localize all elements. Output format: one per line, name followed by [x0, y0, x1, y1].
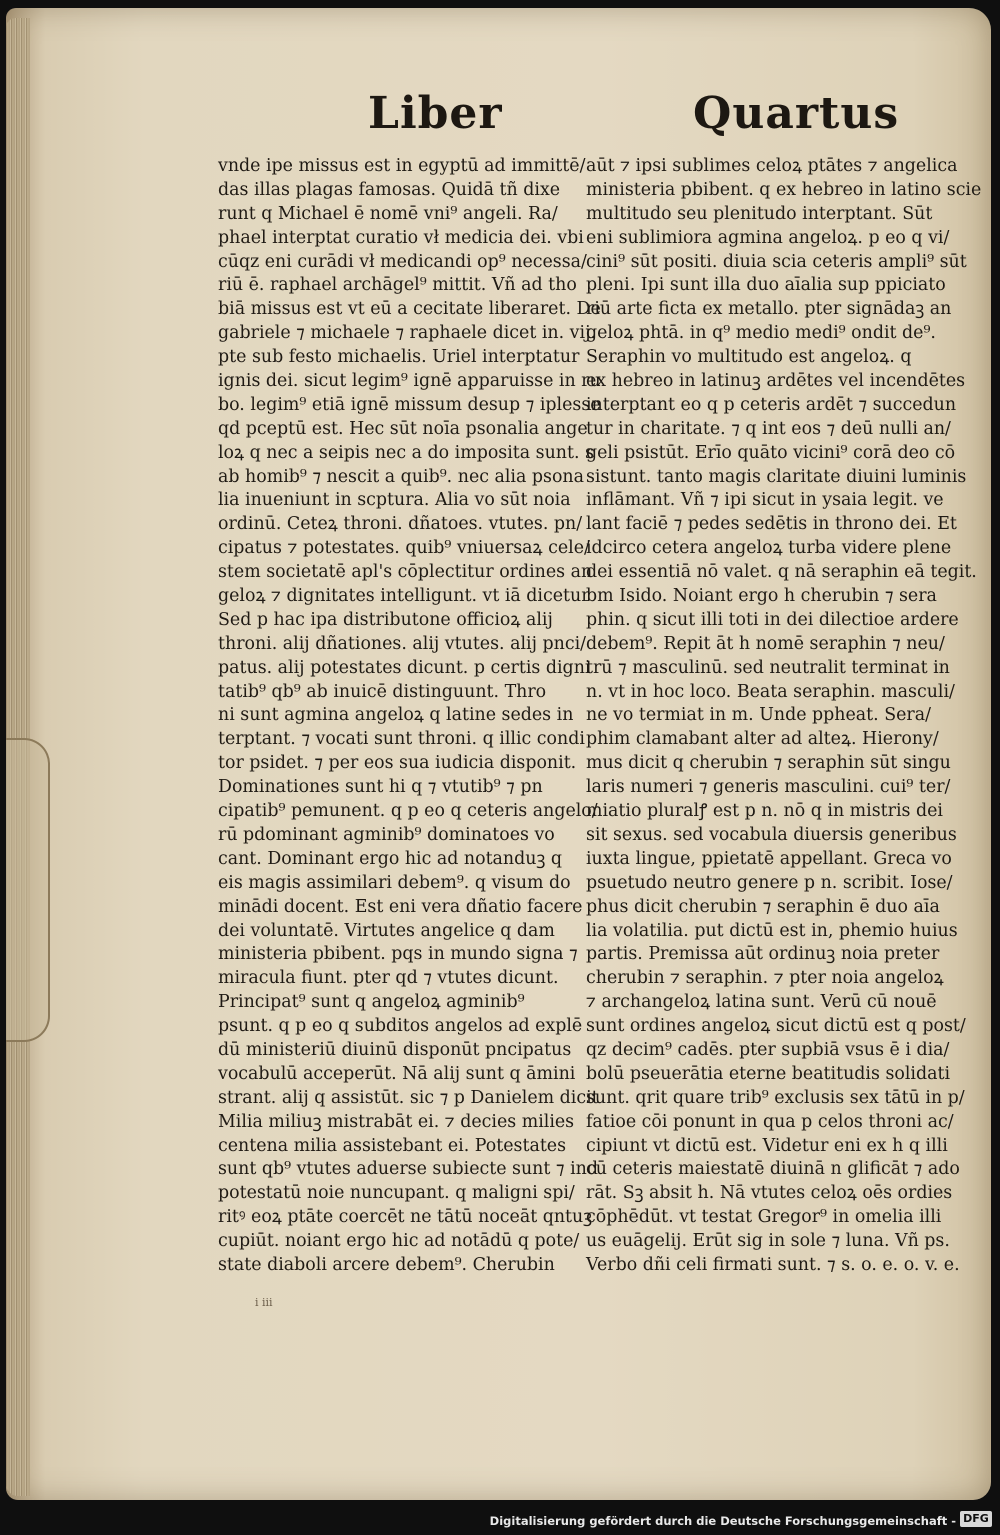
- footer-credit: Digitalisierung gefördert durch die Deutsche Forschungsgemeinschaft -: [489, 1514, 956, 1528]
- text-line: sunt ordines angeloꝝ sicut dictū est q post/: [586, 1016, 966, 1037]
- text-line: trū ⁊ masculinū. sed neutralit terminat in: [586, 657, 950, 678]
- text-line: stem societatē apl's cōplectitur ordines an: [218, 562, 593, 583]
- text-line: lia inueniunt in scptura. Alia vo sūt noia: [218, 490, 571, 511]
- text-line: miracula fiunt. pter qd ⁊ vtutes dicunt.: [218, 968, 559, 989]
- text-line: cū ceteris maiestatē diuinā n glificāt ⁊ ado: [586, 1159, 960, 1180]
- text-line: tor psidet. ⁊ per eos sua iudicia disponit.: [218, 753, 577, 774]
- bookmark-tab: [6, 738, 50, 1042]
- text-line: pleni. Ipi sunt illa duo aīalia sup ppiciato: [586, 275, 946, 296]
- text-line: ministeria pbibent. q ex hebreo in latino scie: [586, 179, 982, 200]
- text-line: laris numeri ⁊ generis masculini. cui⁹ ter/: [586, 777, 951, 798]
- text-line: idcirco cetera angeloꝝ turba videre plene: [586, 538, 952, 559]
- text-line: cherubin ⁊ seraphin. ⁊ pter noia angeloꝝ: [586, 968, 944, 989]
- text-line: sunt qb⁹ vtutes aduerse subiecte sunt ⁊ ind: [218, 1159, 598, 1180]
- text-line: rū pdominant agminib⁹ dominatoes vo: [218, 824, 555, 845]
- text-line: das illas plagas famosas. Quidā tñ dixe: [218, 179, 561, 200]
- text-line: strant. alij q assistūt. sic ⁊ p Danielem dicit: [218, 1087, 599, 1108]
- text-line: ne vo termiat in m. Unde ppheat. Sera/: [586, 705, 931, 726]
- text-line: multitudo seu plenitudo interptant. Sūt: [586, 203, 933, 224]
- text-line: cipatib⁹ pemunent. q p eo q ceteris angelo/: [218, 801, 598, 822]
- text-column-left: [218, 155, 601, 1278]
- text-line: Dominationes sunt hi q ⁊ vtutib⁹ ⁊ pn: [218, 777, 543, 798]
- text-line: n. vt in hoc loco. Beata seraphin. masculi/: [586, 681, 955, 702]
- text-line: tatib⁹ qb⁹ ab inuicē distinguunt. Thro: [218, 681, 547, 702]
- text-line: mus dicit q cherubin ⁊ seraphin sūt singu: [586, 753, 951, 774]
- text-line: phin. q sicut illi toti in dei dilectioe ardere: [586, 609, 959, 630]
- text-line: qd pceptū est. Hec sūt noīa psonalia ange: [218, 418, 588, 439]
- text-line: fatioe cōi ponunt in qua p celos throni ac/: [586, 1111, 954, 1132]
- text-line: riū ē. raphael archāgel⁹ mittit. Vñ ad tho: [218, 275, 577, 296]
- text-line: dū ministeriū diuinū disponūt pncipatus: [218, 1039, 572, 1060]
- text-line: Principat⁹ sunt q angeloꝝ agminib⁹: [218, 992, 525, 1013]
- text-line: eni sublimiora agmina angeloꝝ. p eo q vi/: [586, 227, 950, 248]
- text-line: lant faciē ⁊ pedes sedētis in throno dei. Et: [586, 514, 957, 535]
- text-line: eis magis assimilari debem⁹. q visum do: [218, 872, 571, 893]
- text-line: debem⁹. Repit āt h nomē seraphin ⁊ neu/: [586, 633, 945, 654]
- text-line: ordinū. Ceteꝝ throni. dñatoes. vtutes. pn/: [218, 514, 583, 535]
- text-line: dei voluntatē. Virtutes angelice q dam: [218, 920, 555, 941]
- text-column-right: [586, 155, 982, 1278]
- text-line: geloꝝ phtā. in q⁹ medio medi⁹ ondit de⁹.: [586, 323, 936, 344]
- dfg-logo: DFG: [960, 1511, 992, 1527]
- text-line: dei essentiā nō valet. q nā seraphin eā tegit.: [586, 562, 977, 583]
- text-line: cant. Dominant ergo hic ad notanduꝫ q: [218, 848, 563, 869]
- text-line: ex hebreo in latinuꝫ ardētes vel incendētes: [586, 371, 966, 392]
- text-line: tur in charitate. ⁊ q int eos ⁊ deū nulli an/: [586, 418, 951, 439]
- text-line: miatio pluralꝭ est p n. nō q in mistris dei: [586, 801, 943, 822]
- text-line: cupiūt. noiant ergo hic ad notādū q pote/: [218, 1231, 580, 1252]
- marginal-note: i iii: [255, 1296, 273, 1309]
- text-line: bolū pseuerātia eterne beatitudis solidati: [586, 1063, 951, 1084]
- text-line: cūqz eni curādi vł medicandi op⁹ necessa/: [218, 251, 587, 272]
- text-line: sunt. qrit quare trib⁹ exclusis sex tātū in p/: [586, 1087, 965, 1108]
- text-line: riū arte ficta ex metallo. pter signādaꝫ an: [586, 299, 952, 320]
- text-line: Sed p hac ipa distributone officioꝝ alij: [218, 609, 553, 630]
- text-line: bo. legim⁹ etiā ignē missum desup ⁊ iplesse: [218, 394, 601, 415]
- text-line: potestatū noie nuncupant. q maligni spi/: [218, 1183, 575, 1204]
- text-line: ab homib⁹ ⁊ nescit a quib⁹. nec alia psona: [218, 466, 584, 487]
- text-line: iuxta lingue, ppietatē appellant. Greca vo: [586, 848, 952, 869]
- text-line: phim clamabant alter ad alteꝝ. Hierony/: [586, 729, 939, 750]
- text-line: patus. alij potestates dicunt. p certis digni: [218, 657, 591, 678]
- text-line: us euāgelij. Erūt sig in sole ⁊ luna. Vñ ps.: [586, 1231, 950, 1252]
- text-line: runt q Michael ē nomē vni⁹ angeli. Ra/: [218, 203, 558, 224]
- text-line: aūt ⁊ ipsi sublimes celoꝝ ptātes ⁊ angelica: [586, 156, 958, 176]
- text-line: throni. alij dñationes. alij vtutes. alij pnci/: [218, 633, 586, 654]
- text-line: cōphēdūt. vt testat Gregor⁹ in omelia illi: [586, 1207, 942, 1228]
- text-line: Verbo dñi celi firmati sunt. ⁊ s. o. e. o. v. e.: [586, 1254, 960, 1275]
- text-line: psunt. q p eo q subditos angelos ad explē: [218, 1016, 583, 1037]
- text-line: qz decim⁹ cadēs. pter supbiā vsus ē i dia/: [586, 1039, 950, 1060]
- text-line: cipatus ⁊ potestates. quib⁹ vniuersaꝝ cele/: [218, 538, 590, 559]
- text-line: ⁊ archangeloꝝ latina sunt. Verū cū nouē: [586, 992, 937, 1013]
- text-line: phael interptat curatio vł medicia dei. vbi: [218, 227, 584, 248]
- text-line: vnde ipe missus est in egyptū ad immittē/: [218, 156, 586, 176]
- text-line: ministeria pbibent. pqs in mundo signa ⁊: [218, 944, 578, 965]
- text-line: loꝝ q nec a seipis nec a do imposita sunt. s: [218, 442, 594, 463]
- text-line: centena milia assistebant ei. Potestates: [218, 1135, 567, 1156]
- text-line: geli psistūt. Erīo quāto vicini⁹ corā deo cō: [586, 442, 956, 463]
- text-line: interptant eo q p ceteris ardēt ⁊ succedun: [586, 394, 957, 415]
- text-line: bm Isido. Noiant ergo h cherubin ⁊ sera: [586, 586, 937, 607]
- text-line: lia volatilia. put dictū est in, phemio huius: [586, 920, 958, 941]
- text-line: ni sunt agmina angeloꝝ q latine sedes in: [218, 705, 574, 726]
- text-line: state diaboli arcere debem⁹. Cherubin: [218, 1254, 555, 1275]
- text-line: phus dicit cherubin ⁊ seraphin ē duo aīa: [586, 896, 940, 917]
- text-line: geloꝝ ⁊ dignitates intelligunt. vt iā dicetur: [218, 586, 590, 607]
- text-line: gabriele ⁊ michaele ⁊ raphaele dicet in. vij.: [218, 323, 596, 344]
- running-head-left: Liber: [368, 88, 503, 139]
- text-line: inflāmant. Vñ ⁊ ipi sicut in ysaia legit. ve: [586, 490, 944, 511]
- text-line: rāt. Sꝫ absit h. Nā vtutes celoꝝ oēs ordies: [586, 1183, 953, 1204]
- text-line: partis. Premissa aūt ordinuꝫ noia preter: [586, 944, 940, 965]
- text-line: pte sub festo michaelis. Uriel interptatur: [218, 347, 580, 368]
- text-line: cini⁹ sūt positi. diuia scia ceteris ampli⁹ sūt: [586, 251, 967, 272]
- text-line: Milia miliuꝫ mistrabāt ei. ⁊ decies milies: [218, 1111, 575, 1132]
- text-line: Seraphin vo multitudo est angeloꝝ. q: [586, 347, 912, 368]
- text-line: minādi docent. Est eni vera dñatio facere: [218, 896, 583, 917]
- text-line: terptant. ⁊ vocati sunt throni. q illic condi: [218, 729, 585, 750]
- text-line: sistunt. tanto magis claritate diuini luminis: [586, 466, 967, 487]
- text-line: ignis dei. sicut legim⁹ ignē apparuisse in ru: [218, 371, 601, 392]
- text-line: vocabulū acceperūt. Nā alij sunt q āmini: [218, 1063, 576, 1084]
- text-line: biā missus est vt eū a cecitate liberaret. De: [218, 299, 601, 320]
- text-line: psuetudo neutro genere p n. scribit. Iose/: [586, 872, 953, 893]
- text-line: ritꝰ eoꝝ ptāte coercēt ne tātū noceāt qntuꝫ: [218, 1207, 593, 1228]
- text-line: cipiunt vt dictū est. Videtur eni ex h q illi: [586, 1135, 948, 1156]
- running-head-right: Quartus: [693, 88, 900, 139]
- text-line: sit sexus. sed vocabula diuersis generibus: [586, 824, 957, 845]
